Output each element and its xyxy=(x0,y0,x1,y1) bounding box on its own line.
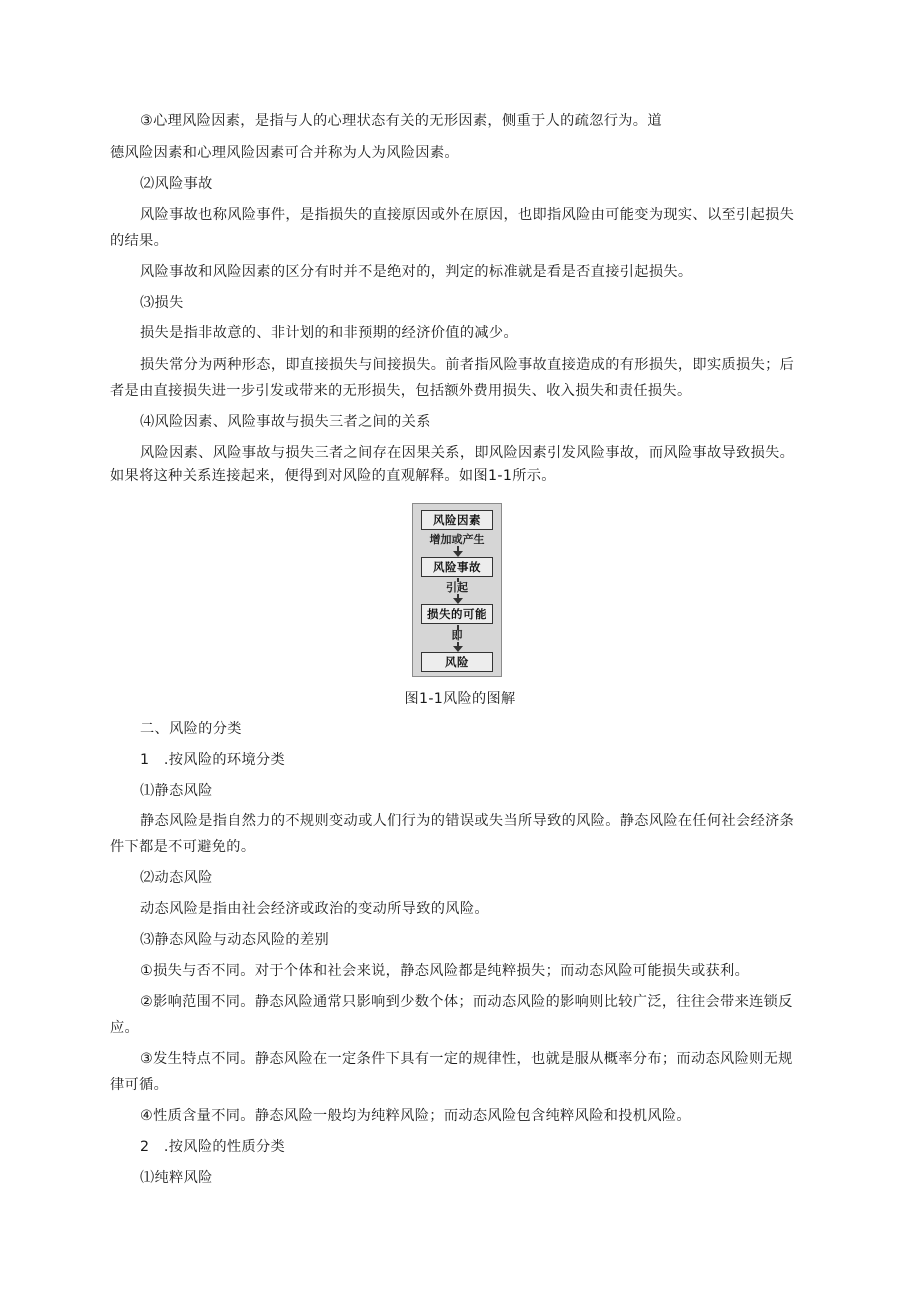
section-heading: 二、风险的分类 xyxy=(140,721,242,737)
paragraph-line: 律可循。 xyxy=(110,1077,169,1093)
section-heading: ⑴纯粹风险 xyxy=(140,1170,213,1186)
paragraph-line: 件下都是不可避免的。 xyxy=(110,839,256,855)
section-heading: 1 .按风险的环境分类 xyxy=(140,752,286,768)
figure-caption: 图1-1风险的图解 xyxy=(404,691,516,707)
paragraph-line: 的结果。 xyxy=(110,233,169,249)
paragraph-line: 损失是指非故意的、非计划的和非预期的经济价值的减少。 xyxy=(140,325,518,341)
diagram-link-label: 增加或产生 xyxy=(429,533,485,546)
section-heading: ⑴静态风险 xyxy=(140,783,213,799)
paragraph-line: 者是由直接损失进一步引发或带来的无形损失，包括额外费用损失、收入损失和责任损失。 xyxy=(110,383,692,399)
section-heading: ⑶静态风险与动态风险的差别 xyxy=(140,932,329,948)
diagram-link-label: 即 xyxy=(451,629,463,642)
section-heading: ⑷风险因素、风险事故与损失三者之间的关系 xyxy=(140,414,431,430)
diagram-box-loss-possibility: 损失的可能 xyxy=(421,604,493,624)
paragraph-line: 损失常分为两种形态，即直接损失与间接损失。前者指风险事故直接造成的有形损失，即实质损失；后 xyxy=(140,357,795,373)
paragraph-line: ②影响范围不同。静态风险通常只影响到少数个体；而动态风险的影响则比较广泛，往往会带来连锁反 xyxy=(140,994,793,1010)
paragraph-line: 动态风险是指由社会经济或政治的变动所导致的风险。 xyxy=(140,901,489,917)
section-heading: ⑵风险事故 xyxy=(140,176,213,192)
paragraph-line: ①损失与否不同。对于个体和社会来说，静态风险都是纯粹损失；而动态风险可能损失或获利。 xyxy=(140,963,750,979)
paragraph-line: 风险因素、风险事故与损失三者之间存在因果关系，即风险因素引发风险事故，而风险事故导致损失。 xyxy=(140,445,795,461)
paragraph-line: 德风险因素和心理风险因素可合并称为人为风险因素。 xyxy=(110,145,459,161)
paragraph-line: 如果将这种关系连接起来，便得到对风险的直观解释。如图1-1所示。 xyxy=(110,468,556,484)
paragraph-line: 风险事故和风险因素的区分有时并不是绝对的，判定的标准就是看是否直接引起损失。 xyxy=(140,264,693,280)
paragraph-line: 静态风险是指自然力的不规则变动或人们行为的错误或失当所导致的风险。静态风险在任何社会经济条 xyxy=(140,813,795,829)
diagram-box-risk-event: 风险事故 xyxy=(421,557,493,577)
section-heading: ⑶损失 xyxy=(140,295,184,311)
risk-flow-diagram xyxy=(412,503,502,677)
paragraph-line: 应。 xyxy=(110,1020,140,1036)
diagram-box-risk-factor: 风险因素 xyxy=(421,510,493,530)
section-heading: 2 .按风险的性质分类 xyxy=(140,1139,286,1155)
diagram-link-label: 引起 xyxy=(446,581,468,594)
diagram-box-risk: 风险 xyxy=(421,652,493,672)
paragraph-line: 风险事故也称风险事件，是指损失的直接原因或外在原因，也即指风险由可能变为现实、以至引起损失 xyxy=(140,207,795,223)
paragraph-line: ④性质含量不同。静态风险一般均为纯粹风险；而动态风险包含纯粹风险和投机风险。 xyxy=(140,1108,691,1124)
paragraph-line: ③发生特点不同。静态风险在一定条件下具有一定的规律性，也就是服从概率分布；而动态风险则无规 xyxy=(140,1051,793,1067)
paragraph-line: ③心理风险因素，是指与人的心理状态有关的无形因素，侧重于人的疏忽行为。道 xyxy=(140,113,662,129)
section-heading: ⑵动态风险 xyxy=(140,870,213,886)
